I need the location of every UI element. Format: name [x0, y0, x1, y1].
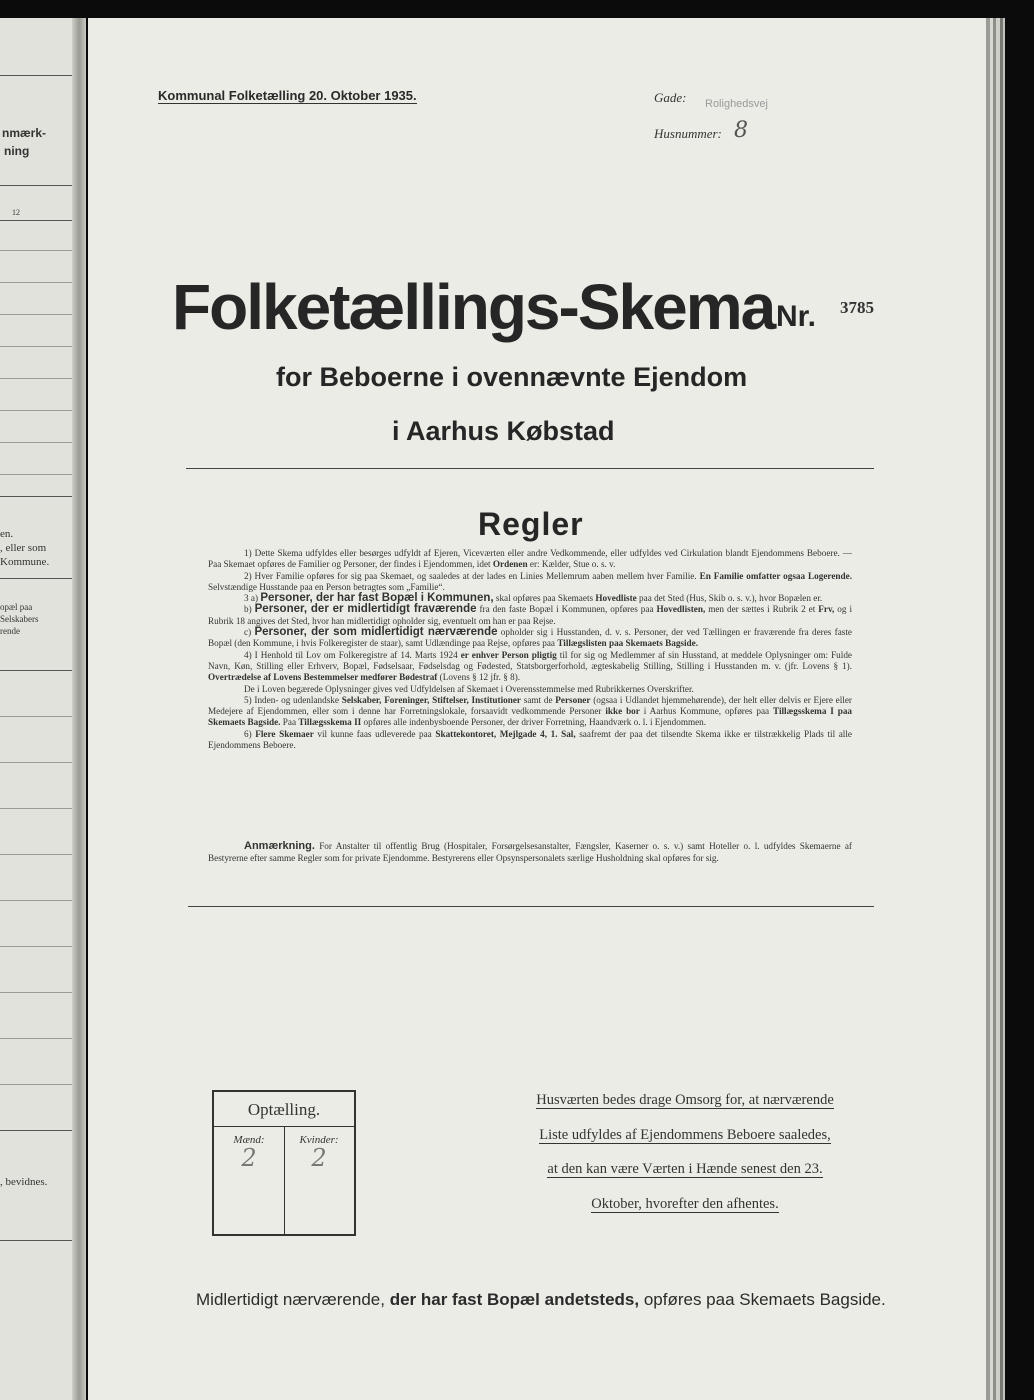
gade-label: Gade: — [654, 90, 687, 105]
rule-text-bold: Hovedlisten, — [656, 604, 706, 615]
rule-text: c) — [244, 627, 255, 638]
left-page-rule — [0, 474, 72, 475]
footer-text-bold: der har fast Bopæl andetsteds, — [389, 1290, 640, 1309]
notice-line: Husværten bedes drage Omsorg for, at nærværende — [536, 1092, 834, 1108]
left-page-rule — [0, 250, 72, 251]
rule-3b — [208, 604, 852, 627]
footer-text: Midlertidigt nærværende, — [196, 1290, 390, 1309]
form-title: Folketællings-Skema — [172, 271, 775, 343]
left-page-rule — [0, 378, 72, 379]
rule-text-bold: Tillægsskema II — [298, 717, 362, 728]
footer-note — [196, 1290, 886, 1310]
women-label: Kvinder: — [299, 1134, 339, 1146]
page-edge — [1003, 18, 1005, 1400]
rule-text: opholder sig i Husstanden, d. v. s. Personer, der ved Tællingen er fraværende fra deres faste Bopæl (den Kommune, i hvis Folkeregister de staar), samt Udlændinge paa Rejse, opføres paa — [208, 627, 853, 649]
form-subtitle: for Beboerne i ovennævnte Ejendom — [276, 362, 748, 392]
rule-text: 5) Inden- og udenlandske — [244, 694, 342, 705]
rule-5 — [208, 695, 852, 729]
left-page-rule — [0, 1130, 72, 1131]
rule-text-bold: En Familie omfatter ogsaa Logerende. — [699, 570, 852, 581]
divider — [186, 468, 874, 469]
rule-text: Paa — [280, 717, 299, 728]
rule-text-bold: Hovedliste — [595, 593, 637, 604]
rule-4 — [208, 650, 852, 684]
rule-text-bold: er enhver Person pligtig — [460, 649, 557, 660]
notice-line: Liste udfyldes af Ejendommens Beboere saaledes, — [539, 1126, 831, 1143]
husnummer-label: Husnummer: — [654, 126, 722, 141]
left-page-rule — [0, 282, 72, 283]
rule-text-bold: Ordenen — [492, 559, 528, 570]
count-box-title: Optælling. — [247, 1100, 321, 1119]
rule-text-bold: ikke bor — [605, 706, 640, 717]
rule-text-bold: Personer, der har fast Bopæl i Kommunen, — [260, 592, 494, 605]
left-page-text: opæl paa — [0, 602, 33, 612]
left-page-text: Kommune. — [0, 556, 50, 568]
rule-text: 6) — [244, 728, 256, 739]
census-header-text: Kommunal Folketælling 20. Oktober 1935. — [158, 88, 417, 103]
rule-text: opføres alle indenbysboende Personer, der driver Forretning, Haandværk o. l. i Ejendommen. — [361, 717, 707, 728]
left-page-rule — [0, 346, 72, 347]
notice-line: at den kan være Værten i Hænde senest den 23. — [547, 1161, 823, 1177]
divider — [188, 906, 874, 907]
annotation-note — [208, 840, 852, 864]
left-page-rule — [0, 496, 72, 497]
form-subtitle-city: i Aarhus Købstad — [392, 416, 615, 446]
rule-text-bold: Flere Skemaer — [255, 728, 314, 739]
rule-text-bold: Personer, der som midlertidigt nærværende — [254, 626, 498, 639]
left-page-text: nmærk- — [2, 126, 47, 140]
rule-text: til for sig og Medlemmer af sin Husstand, at meddele Oplysninger om: Fulde Navn, Køn, Stilling eller Erhverv, Bopæl, Fødselsaar, Fødselsdag og Fødested, Statsborgerforhold, ægteskabelig Stilling, Stilling i Husstanden m. v. (jfr. Lovens § 1). — [208, 649, 852, 671]
footer-text: opføres paa Skemaets Bagside. — [639, 1290, 886, 1309]
rule-text: 1) Dette Skema udfyldes eller besørges udfyldt af Ejeren, Viceværten eller andre Vedkommende, eller udfyldes ved Cirkulation blandt Ejendommens Beboere. — Paa Skemaet opføres de Familier og Personer, der findes i Ejendommen, idet — [208, 548, 852, 570]
rule-1 — [208, 548, 852, 571]
left-page-rule — [0, 442, 72, 443]
men-label: Mænd: — [233, 1134, 265, 1146]
rule-text: (ogsaa i Udlandet hjemmehørende), der helt eller delvis er Ejere eller Medejere af Ejendommen, eller som i denne har Forretningslokale, forsaavidt vedkommende Personer — [208, 694, 852, 717]
rule-text: er: Kælder, Stue o. s. v. — [527, 559, 616, 570]
rule-text: saafremt der paa det tilsendte Skema ikke er tilstrækkelig Plads til alle Ejendommens Beboere. — [208, 728, 852, 751]
left-page-rule — [0, 410, 72, 411]
rule-text: og i Rubrik 18 angives det Sted, hvor han midlertidigt opholder sig, eventuelt om han er paa Rejse. — [208, 604, 853, 626]
landlord-notice — [512, 1092, 858, 1230]
rule-text: 2) Hver Familie opføres for sig paa Skemaet, og saaledes at der lades en Linies Mellemrum aaben mellem hver Familie. — [244, 570, 700, 581]
left-page-rule — [0, 185, 72, 186]
rule-text-bold: Tillægsskema I paa Skemaets Bagside. — [208, 706, 853, 728]
left-page-text: 12 — [12, 208, 20, 217]
left-page-rule — [0, 946, 72, 947]
rule-text-bold: Tillægslisten paa Skemaets Bagside. — [557, 638, 699, 649]
men-count: 2 — [241, 1144, 257, 1172]
husnummer-value: 8 — [734, 118, 748, 143]
count-box — [212, 1090, 356, 1236]
left-page-rule — [0, 220, 72, 221]
rule-text: samt de — [521, 694, 556, 705]
rule-text-bold: Frv, — [818, 604, 835, 615]
rule-6 — [208, 729, 852, 752]
notice-line: Oktober, hvorefter den afhentes. — [591, 1195, 779, 1212]
left-page-rule — [0, 314, 72, 315]
rule-text: 3 a) — [244, 593, 261, 604]
rule-text: fra den faste Bopæl i Kommunen, opføres paa — [476, 604, 657, 615]
left-page-text: en. — [0, 528, 14, 540]
left-page-text: ning — [4, 144, 30, 158]
rule-text: (Lovens § 12 jfr. § 8). — [437, 672, 521, 683]
left-page-rule — [0, 762, 72, 763]
rule-text-bold: Skattekontoret, Mejlgade 4, 1. Sal, — [435, 728, 576, 739]
form-number-label: Nr. — [776, 300, 817, 333]
left-page-rule — [0, 992, 72, 993]
annotation-lead: Anmærkning. — [244, 840, 315, 852]
left-page-rule — [0, 716, 72, 717]
rule-4b: De i Loven begærede Oplysninger gives ved Udfyldelsen af Skemaet i Overensstemmelse med Rubrikkernes Overskrifter. — [244, 683, 694, 694]
left-page-rule — [0, 1240, 72, 1241]
left-page-text: , bevidnes. — [0, 1176, 48, 1188]
rule-text: paa det Sted (Hus, Skib o. s. v.), hvor Bopælen er. — [636, 593, 823, 604]
annotation-text: For Anstalter til offentlig Brug (Hospitaler, Forsørgelsesanstalter, Fængsler, Kaserner o. s. v.) samt Hoteller o. l. udfyldes Skemaerne af Bestyrerne efter samme Regler som for private Ejendomme. Bestyrerens eller Opsynspersonalets særlige Husholdning skal opføres for sig. — [208, 841, 852, 863]
left-page-rule — [0, 854, 72, 855]
census-header — [158, 88, 417, 103]
left-page-rule — [0, 1038, 72, 1039]
left-page-text: rende — [0, 626, 20, 636]
left-page-rule — [0, 808, 72, 809]
rule-text: men der sættes i Rubrik 2 et — [705, 604, 819, 615]
rule-text: vil kunne faas udleverede paa — [313, 728, 436, 739]
rule-2 — [208, 571, 852, 594]
rules-text — [208, 548, 852, 751]
rule-3c — [208, 627, 852, 650]
left-page-text: , eller som — [0, 542, 47, 554]
left-facing-page — [0, 18, 80, 1400]
book-gutter — [72, 18, 86, 1400]
left-page-rule — [0, 1084, 72, 1085]
left-page-text: Selskabers — [0, 614, 39, 624]
rule-text-bold: Selskaber, Foreninger, Stiftelser, Institutioner — [341, 694, 522, 705]
rule-text-bold: Overtrædelse af Lovens Bestemmelser medfører Bødestraf — [208, 672, 438, 683]
rule-text-bold: Personer — [555, 694, 591, 705]
left-page-rule — [0, 578, 72, 579]
left-page-rule — [0, 670, 72, 671]
rule-text: skal opføres paa Skemaets — [493, 593, 596, 604]
rule-text: i Aarhus Kommune, opføres paa — [639, 706, 773, 717]
rule-text: b) — [244, 604, 255, 615]
left-page-rule — [0, 75, 72, 76]
left-page-rule — [0, 900, 72, 901]
rule-text: Selvstændige Husstande paa en Person betragtes som „Familie“. — [208, 581, 445, 592]
form-number: 3785 — [840, 298, 874, 317]
women-count: 2 — [311, 1144, 327, 1172]
rules-heading: Regler — [478, 506, 584, 542]
rule-text: 4) I Henhold til Lov om Folkeregistre af 14. Marts 1924 — [244, 649, 461, 660]
gade-value: Rolighedsvej — [705, 98, 768, 110]
rule-text-bold: Personer, der er midlertidigt fraværende — [254, 603, 477, 616]
